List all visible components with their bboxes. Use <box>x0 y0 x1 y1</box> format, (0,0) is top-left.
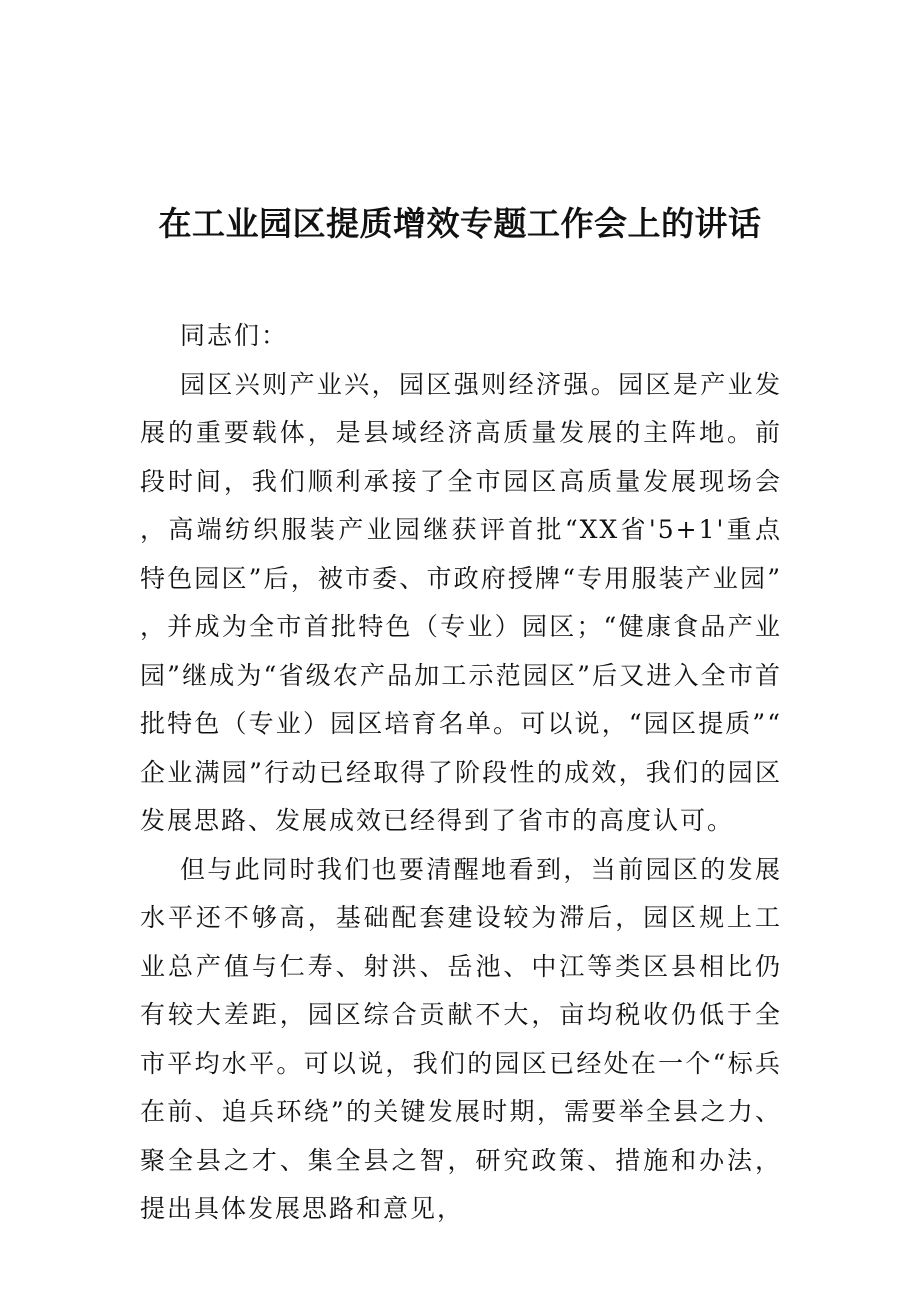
salutation: 同志们： <box>180 321 289 350</box>
paragraph-1: 园区兴则产业兴，园区强则经济强。园区是产业发展的重要载体，是县域经济高质量发展的主阵地。前段时间，我们顺利承接了全市园区高质量发展现场会，高端纺织服装产业园继获评首批“XX省'5+1'重点特色园区”后，被市委、市政府授牌“专用服装产业园”，并成为全市首批特色（专业）园区；“健康食品产业园”继成为“省级农产品加工示范园区”后又进入全市首批特色（专业）园区培育名单。可以说，“园区提质”“企业满园”行动已经取得了阶段性的成效，我们的园区发展思路、发展成效已经得到了省市的高度认可。 <box>140 369 782 835</box>
document-body <box>140 312 782 1234</box>
document-title: 在工业园区提质增效专题工作会上的讲话 <box>158 204 762 243</box>
paragraph-2: 但与此同时我们也要清醒地看到，当前园区的发展水平还不够高，基础配套建设较为滞后，园区规上工业总产值与仁寿、射洪、岳池、中江等类区县相比仍有较大差距，园区综合贡献不大，亩均税收仍低于全市平均水平。可以说，我们的园区已经处在一个“标兵在前、追兵环绕”的关键发展时期，需要举全县之力、聚全县之才、集全县之智，研究政策、措施和办法，提出具体发展思路和意见， <box>140 854 782 1223</box>
